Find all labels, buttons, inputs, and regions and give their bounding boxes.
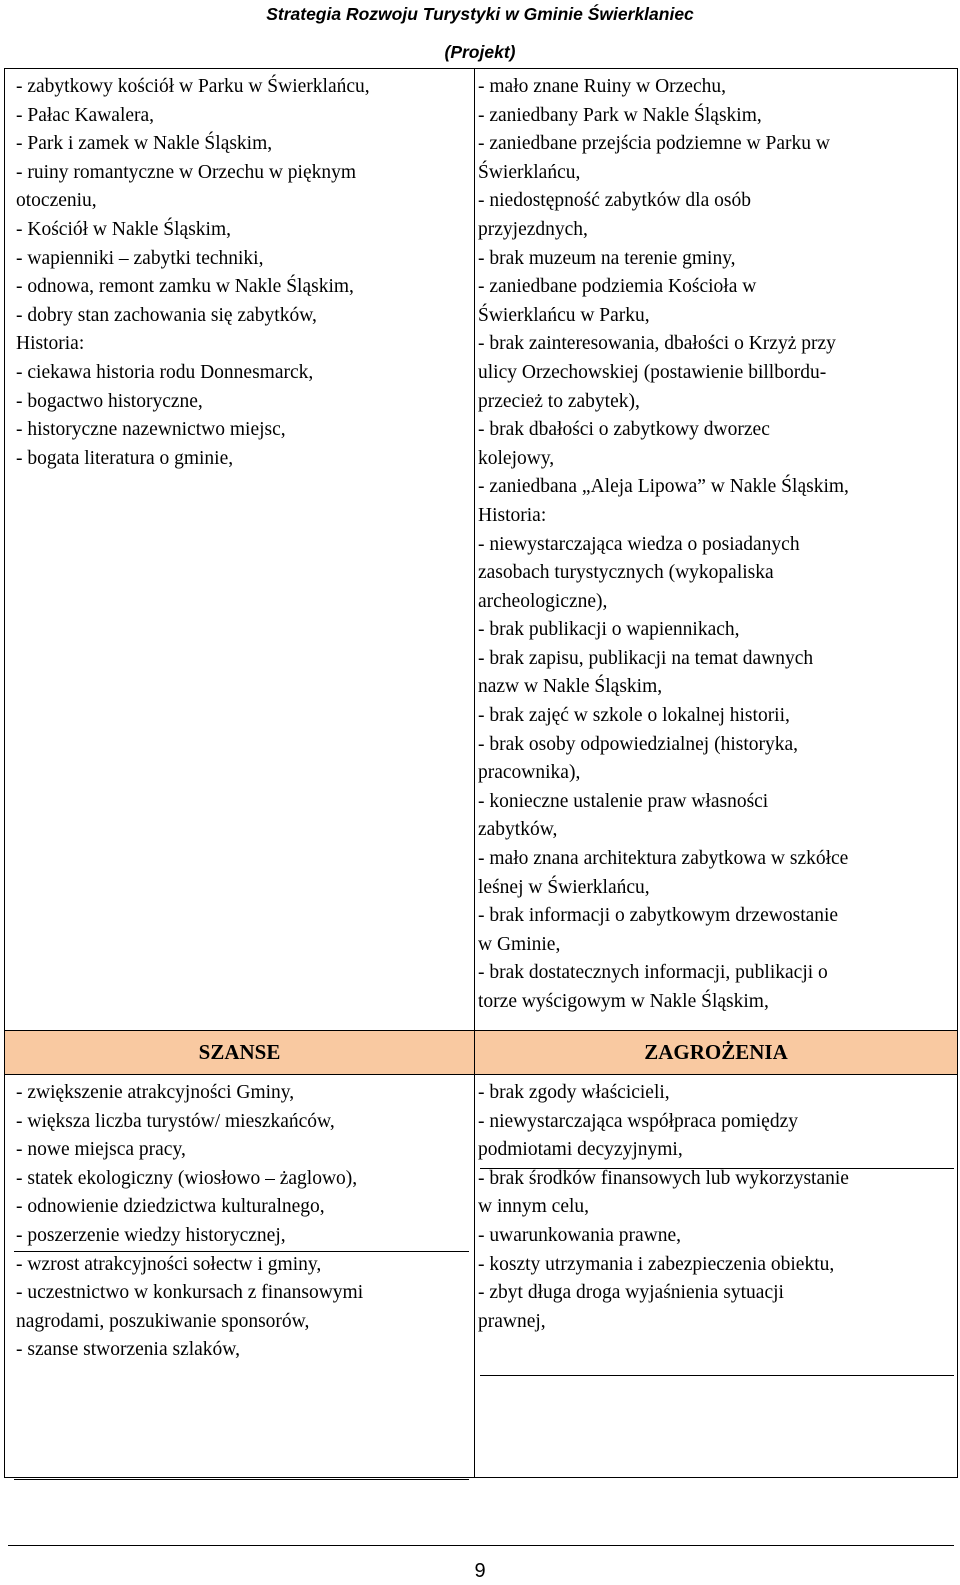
cell-line: - konieczne ustalenie praw własności (478, 790, 769, 812)
cell-line: - dobry stan zachowania się zabytków, (16, 304, 317, 326)
cell-line: otoczeniu, (16, 190, 97, 212)
swot-table (4, 68, 958, 1493)
threats-cell (478, 1079, 954, 1336)
opportunities-heading: SZANSE (198, 1040, 281, 1064)
cell-line: - zwiększenie atrakcyjności Gminy, (16, 1082, 295, 1103)
cell-line: ulicy Orzechowskiej (postawienie billbordu- (478, 361, 827, 383)
cell-line: Historia: (478, 504, 547, 526)
document-header-subtitle: (Projekt) (444, 42, 516, 62)
cell-line: - brak publikacji o wapiennikach, (478, 619, 740, 641)
cell-line: - brak zapisu, publikacji na temat dawnych (478, 647, 814, 669)
cell-line: - brak zgody właścicieli, (478, 1082, 670, 1103)
cell-line: - wzrost atrakcyjności sołectw i gminy, (16, 1253, 322, 1275)
cell-line: - zaniedbana „Aleja Lipowa” w Nakle Śląskim, (478, 476, 849, 498)
cell-line: archeologiczne), (478, 590, 608, 612)
threats-heading: ZAGROŻENIA (644, 1040, 788, 1064)
cell-line: - uczestnictwo w konkursach z finansowymi (16, 1282, 364, 1304)
cell-line: - Pałac Kawalera, (16, 104, 155, 126)
cell-line: - brak zainteresowania, dbałości o Krzyż przy (478, 333, 836, 355)
cell-line: zabytków, (478, 819, 558, 841)
cell-line: - historyczne nazewnictwo miejsc, (16, 419, 286, 441)
cell-line: - nowe miejsca pracy, (16, 1139, 186, 1161)
weaknesses-cell (478, 73, 954, 1017)
cell-line: - brak muzeum na terenie gminy, (478, 247, 736, 269)
page-number: 9 (474, 1560, 486, 1582)
cell-line: - brak informacji o zabytkowym drzewostanie (478, 905, 839, 927)
cell-line: - niewystarczająca wiedza o posiadanych (478, 533, 800, 555)
cell-line: - mało znane Ruiny w Orzechu, (478, 76, 726, 97)
cell-line: kolejowy, (478, 447, 555, 469)
cell-line: - zaniedbany Park w Nakle Śląskim, (478, 104, 762, 126)
cell-line: - niewystarczająca współpraca pomiędzy (478, 1110, 798, 1132)
cell-line: torze wyścigowym w Nakle Śląskim, (478, 991, 769, 1012)
cell-line: - niedostępność zabytków dla osób (478, 190, 751, 212)
cell-line: - brak dbałości o zabytkowy dworzec (478, 419, 770, 441)
cell-line: - uwarunkowania prawne, (478, 1224, 682, 1246)
cell-line: - szanse stworzenia szlaków, (16, 1339, 240, 1361)
cell-line: - mało znana architektura zabytkowa w szkółce (478, 848, 849, 870)
cell-line: - odnowienie dziedzictwa kulturalnego, (16, 1196, 325, 1218)
footer-divider (8, 1545, 954, 1546)
cell-line: - Park i zamek w Nakle Śląskim, (16, 133, 273, 155)
cell-line: - brak osoby odpowiedzialnej (historyka, (478, 733, 799, 755)
cell-line: zasobach turystycznych (wykopaliska (478, 562, 774, 584)
cell-line: - bogactwo historyczne, (16, 390, 203, 412)
cell-line: - zabytkowy kościół w Parku w Świerklańcu, (16, 76, 370, 97)
cell-line: Historia: (16, 333, 85, 355)
cell-line: - Kościół w Nakle Śląskim, (16, 218, 232, 240)
cell-line: nagrodami, poszukiwanie sponsorów, (16, 1310, 310, 1332)
cell-line: - ciekawa historia rodu Donnesmarck, (16, 361, 314, 383)
cell-line: Świerklańcu, (478, 161, 581, 183)
cell-line: - zaniedbane przejścia podziemne w Parku w (478, 133, 830, 155)
cell-line: przyjezdnych, (478, 218, 588, 240)
cell-line: - koszty utrzymania i zabezpieczenia obiektu, (478, 1253, 835, 1275)
cell-line: nazw w Nakle Śląskim, (478, 676, 663, 698)
cell-line: - brak środków finansowych lub wykorzystanie (478, 1167, 849, 1189)
cell-line: pracownika), (478, 762, 581, 784)
cell-line: w innym celu, (478, 1196, 590, 1218)
cell-line: - wapienniki – zabytki techniki, (16, 247, 264, 269)
cell-line: przecież to zabytek), (478, 390, 640, 412)
cell-line: - ruiny romantyczne w Orzechu w pięknym (16, 161, 357, 183)
cell-line: - odnowa, remont zamku w Nakle Śląskim, (16, 276, 354, 298)
cell-line: podmiotami decyzyjnymi, (478, 1139, 683, 1161)
cell-line: - zaniedbane podziemia Kościoła w (478, 276, 757, 298)
cell-line: - zbyt długa droga wyjaśnienia sytuacji (478, 1282, 784, 1304)
cell-line: w Gminie, (478, 933, 561, 955)
cell-line: - bogata literatura o gminie, (16, 447, 234, 469)
cell-line: - brak zajęć w szkole o lokalnej historii, (478, 705, 790, 727)
cell-line: leśnej w Świerklańcu, (478, 876, 650, 898)
document-header-title: Strategia Rozwoju Turystyki w Gminie Świerklaniec (266, 4, 694, 24)
cell-line: prawnej, (478, 1310, 546, 1332)
cell-line: - brak dostatecznych informacji, publikacji o (478, 962, 828, 984)
cell-line: - poszerzenie wiedzy historycznej, (16, 1224, 286, 1246)
cell-line: - większa liczba turystów/ mieszkańców, (16, 1110, 335, 1132)
strengths-cell (16, 73, 471, 473)
cell-line: - statek ekologiczny (wiosłowo – żaglowo), (16, 1167, 358, 1189)
cell-line: Świerklańcu w Parku, (478, 304, 650, 326)
opportunities-cell (16, 1079, 471, 1365)
